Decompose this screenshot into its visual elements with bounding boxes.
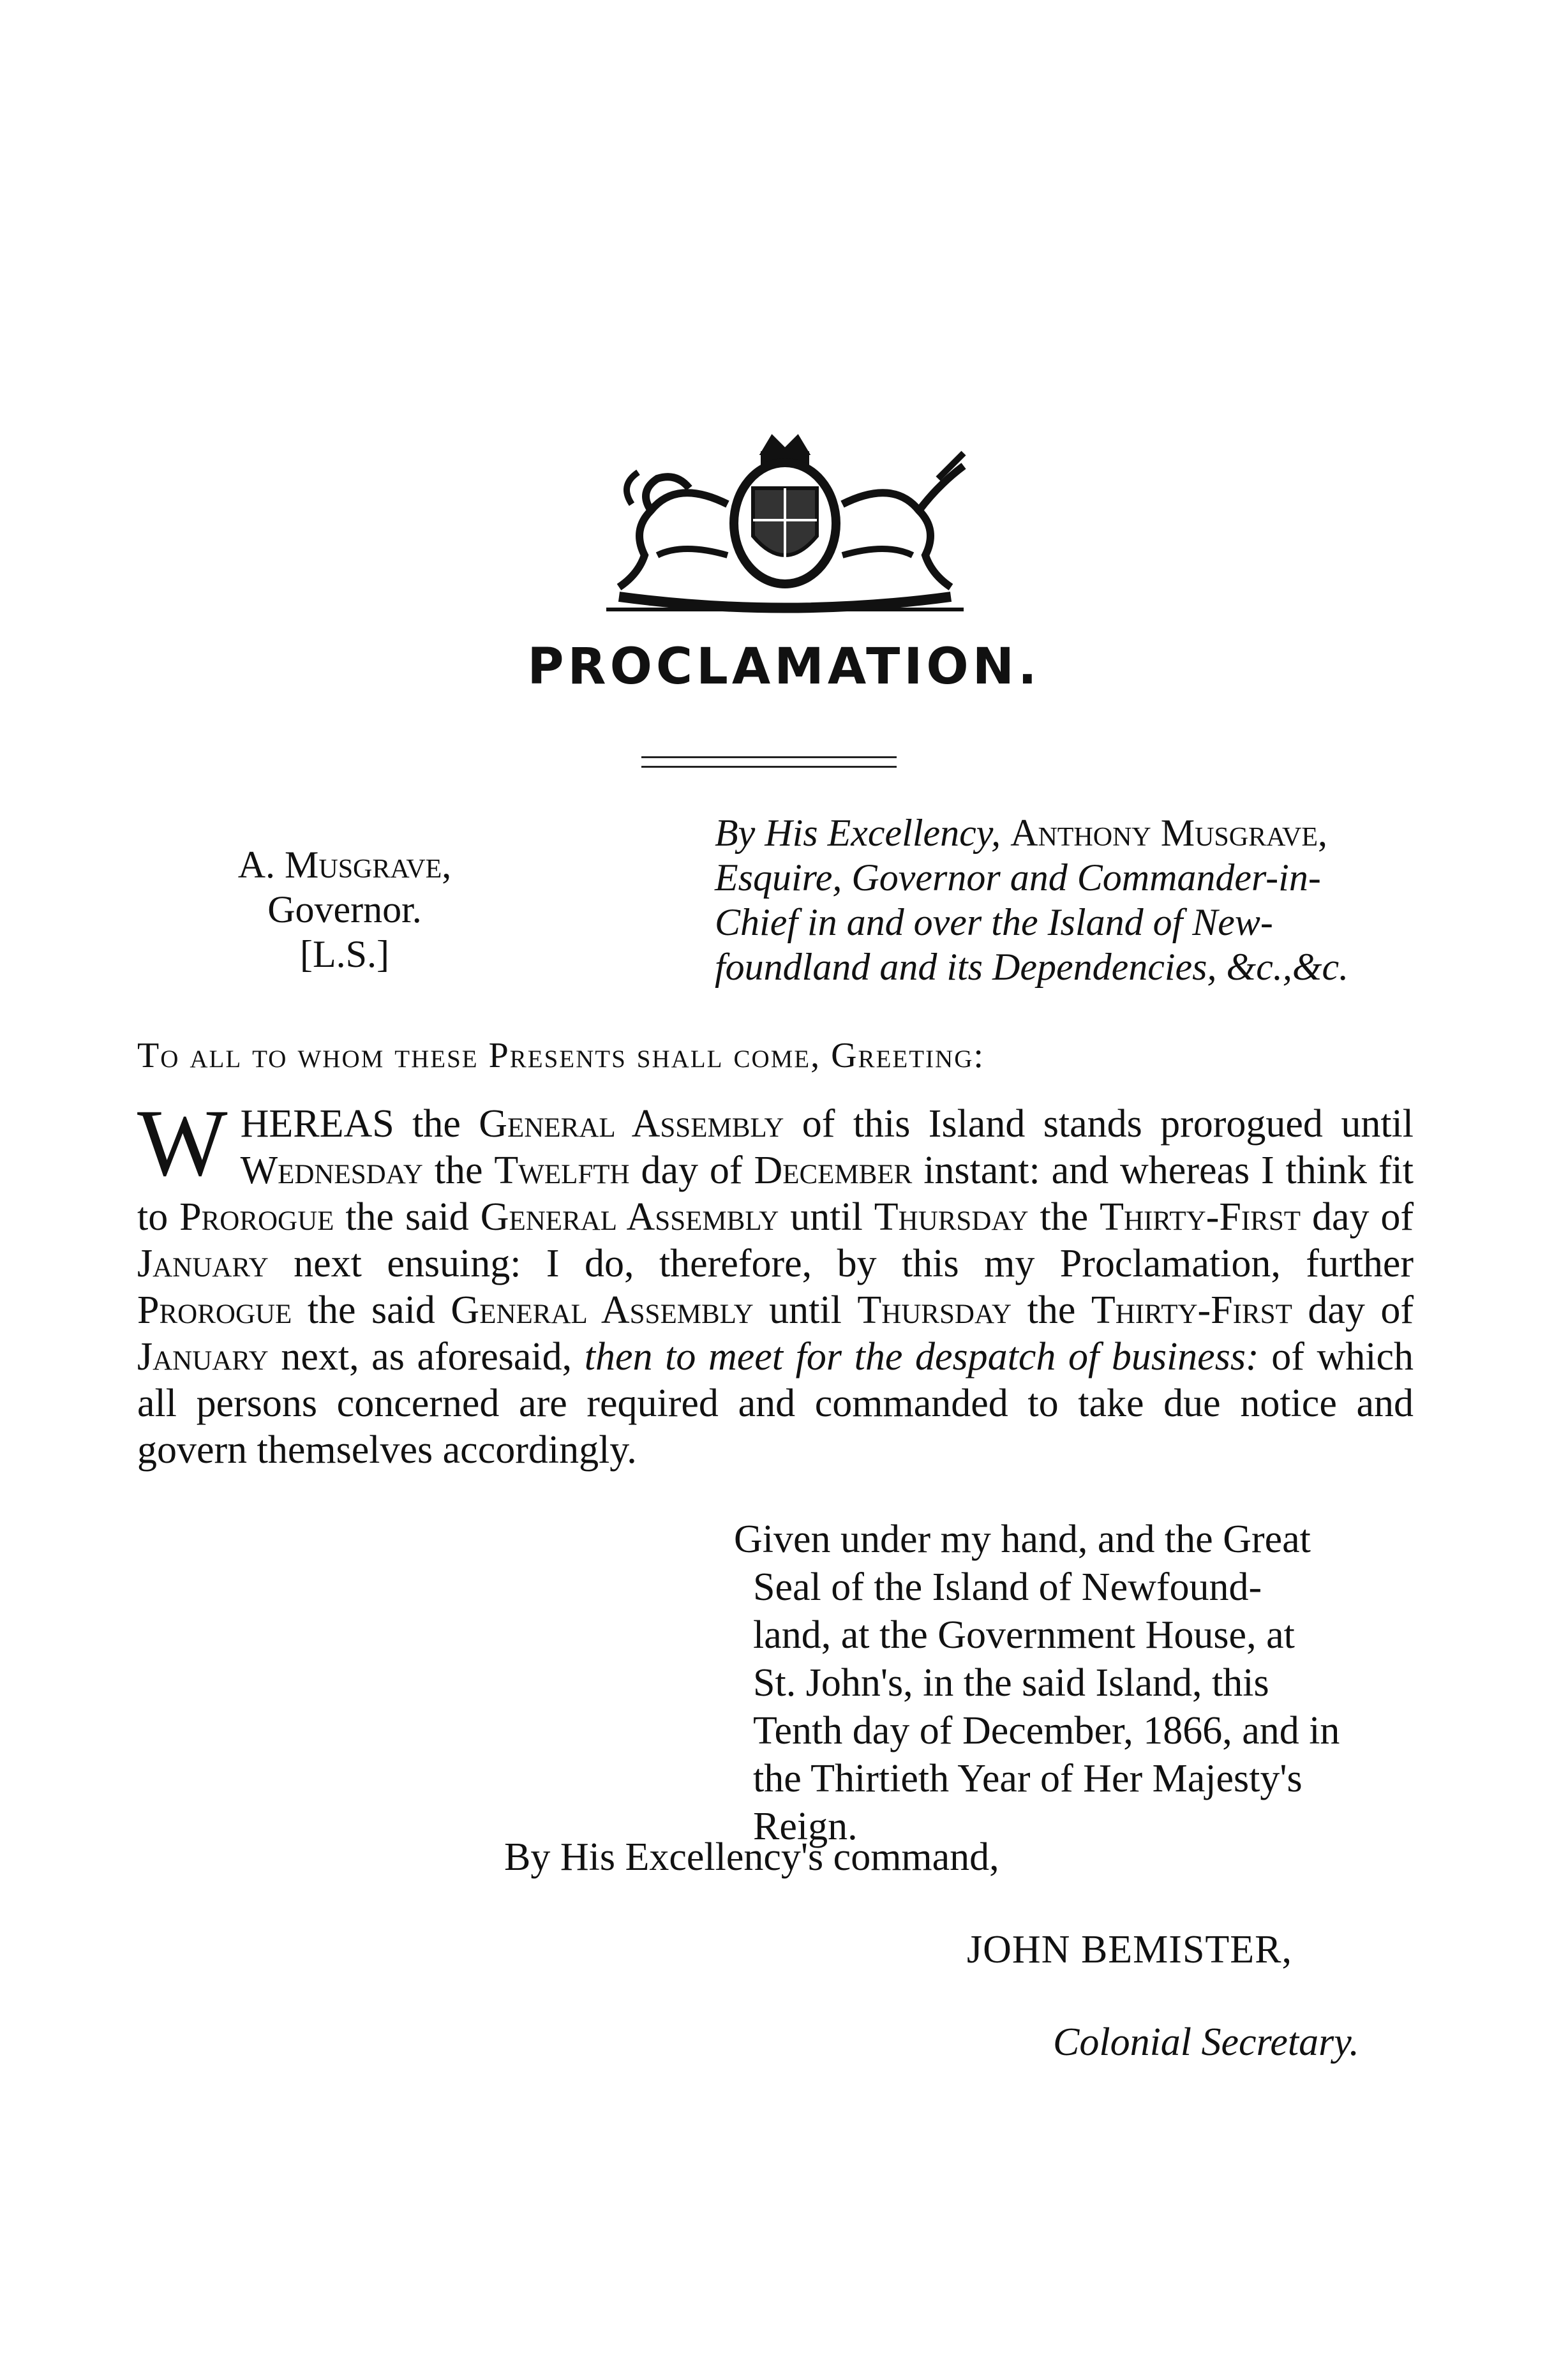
body-term: Thirty-First <box>1100 1195 1301 1239</box>
body-text: the <box>1012 1289 1091 1332</box>
body-term: General Assembly <box>451 1289 754 1332</box>
drop-cap: W <box>137 1090 228 1196</box>
issuer-line-3: Chief in and over the Island of New- <box>715 901 1273 943</box>
governor-office: Governor. <box>267 888 422 930</box>
given-line: Seal of the Island of Newfound- <box>753 1565 1262 1609</box>
body-text: day of <box>1301 1195 1414 1239</box>
body-text: of this Island stands prorogued until <box>784 1102 1414 1146</box>
given-line: Tenth day of December, 1866, and in <box>753 1709 1340 1752</box>
body-text: the <box>422 1149 495 1192</box>
given-under-hand-block <box>734 1516 1410 1851</box>
body-term: Thirty-First <box>1091 1289 1292 1332</box>
body-text: the <box>1028 1195 1100 1239</box>
issuer-line-4: foundland and its Dependencies, &c.,&c. <box>715 946 1349 988</box>
body-text: instant: and whereas I think fit to <box>137 1149 1414 1239</box>
body-term: January <box>137 1242 269 1285</box>
body-term: General Assembly <box>479 1102 784 1146</box>
issuer-line-2: Esquire, Governor and Commander-in- <box>715 856 1321 899</box>
body-term: Thursday <box>857 1289 1012 1332</box>
body-text: next, as aforesaid, <box>268 1335 585 1379</box>
given-line: the Thirtieth Year of Her Majesty's <box>753 1757 1303 1800</box>
body-text: HEREAS the <box>240 1102 479 1146</box>
page-title: PROCLAMATION. <box>527 638 1041 696</box>
given-line: Reign. <box>753 1805 858 1848</box>
body-term: General Assembly <box>480 1195 779 1239</box>
given-line: St. John's, in the said Island, this <box>753 1661 1269 1705</box>
governor-name: A. Musgrave, <box>237 844 452 886</box>
body-text: of which all persons concerned are required and commanded to take due notice and govern themselves accordingly. <box>137 1335 1414 1472</box>
given-line: land, at the Government House, at <box>753 1613 1295 1657</box>
title-rule-bottom <box>641 766 897 768</box>
body-term: Thursday <box>874 1195 1029 1239</box>
issuer-name: Anthony Musgrave, <box>1010 812 1328 854</box>
body-italic: then to meet for the despatch of business: <box>584 1335 1259 1379</box>
signer-name: JOHN BEMISTER, <box>967 1928 1293 1971</box>
title-rule-top <box>641 756 897 758</box>
greeting: To all to whom these Presents shall come, Greeting: <box>137 1036 985 1075</box>
body-text: the said <box>334 1195 481 1239</box>
body-term: Prorogue <box>137 1289 292 1332</box>
body-term: Twelfth <box>494 1149 630 1192</box>
given-line: Given under my hand, and the Great <box>734 1518 1311 1561</box>
signer-title: Colonial Secretary. <box>1053 2021 1359 2064</box>
seal-mark: [L.S.] <box>300 933 389 975</box>
body-text: until <box>779 1195 874 1239</box>
issuer-block <box>715 811 1410 989</box>
body-term: Wednesday <box>240 1149 423 1192</box>
body-term: December <box>754 1149 913 1192</box>
proclamation-body <box>137 1090 1414 1474</box>
body-text: next ensuing: I do, therefore, by this my Proclamation, further <box>268 1242 1414 1285</box>
royal-coat-of-arms-icon <box>581 428 989 619</box>
body-text: the said <box>292 1289 451 1332</box>
command-line: By His Excellency's command, <box>504 1835 999 1879</box>
body-text: day of <box>1292 1289 1414 1332</box>
body-term: Prorogue <box>179 1195 334 1239</box>
body-text: day of <box>629 1149 754 1192</box>
body-term: January <box>137 1335 269 1379</box>
body-text: until <box>753 1289 858 1332</box>
issuer-by: By His Excellency, <box>715 812 1001 854</box>
governor-signature-block <box>211 842 479 976</box>
